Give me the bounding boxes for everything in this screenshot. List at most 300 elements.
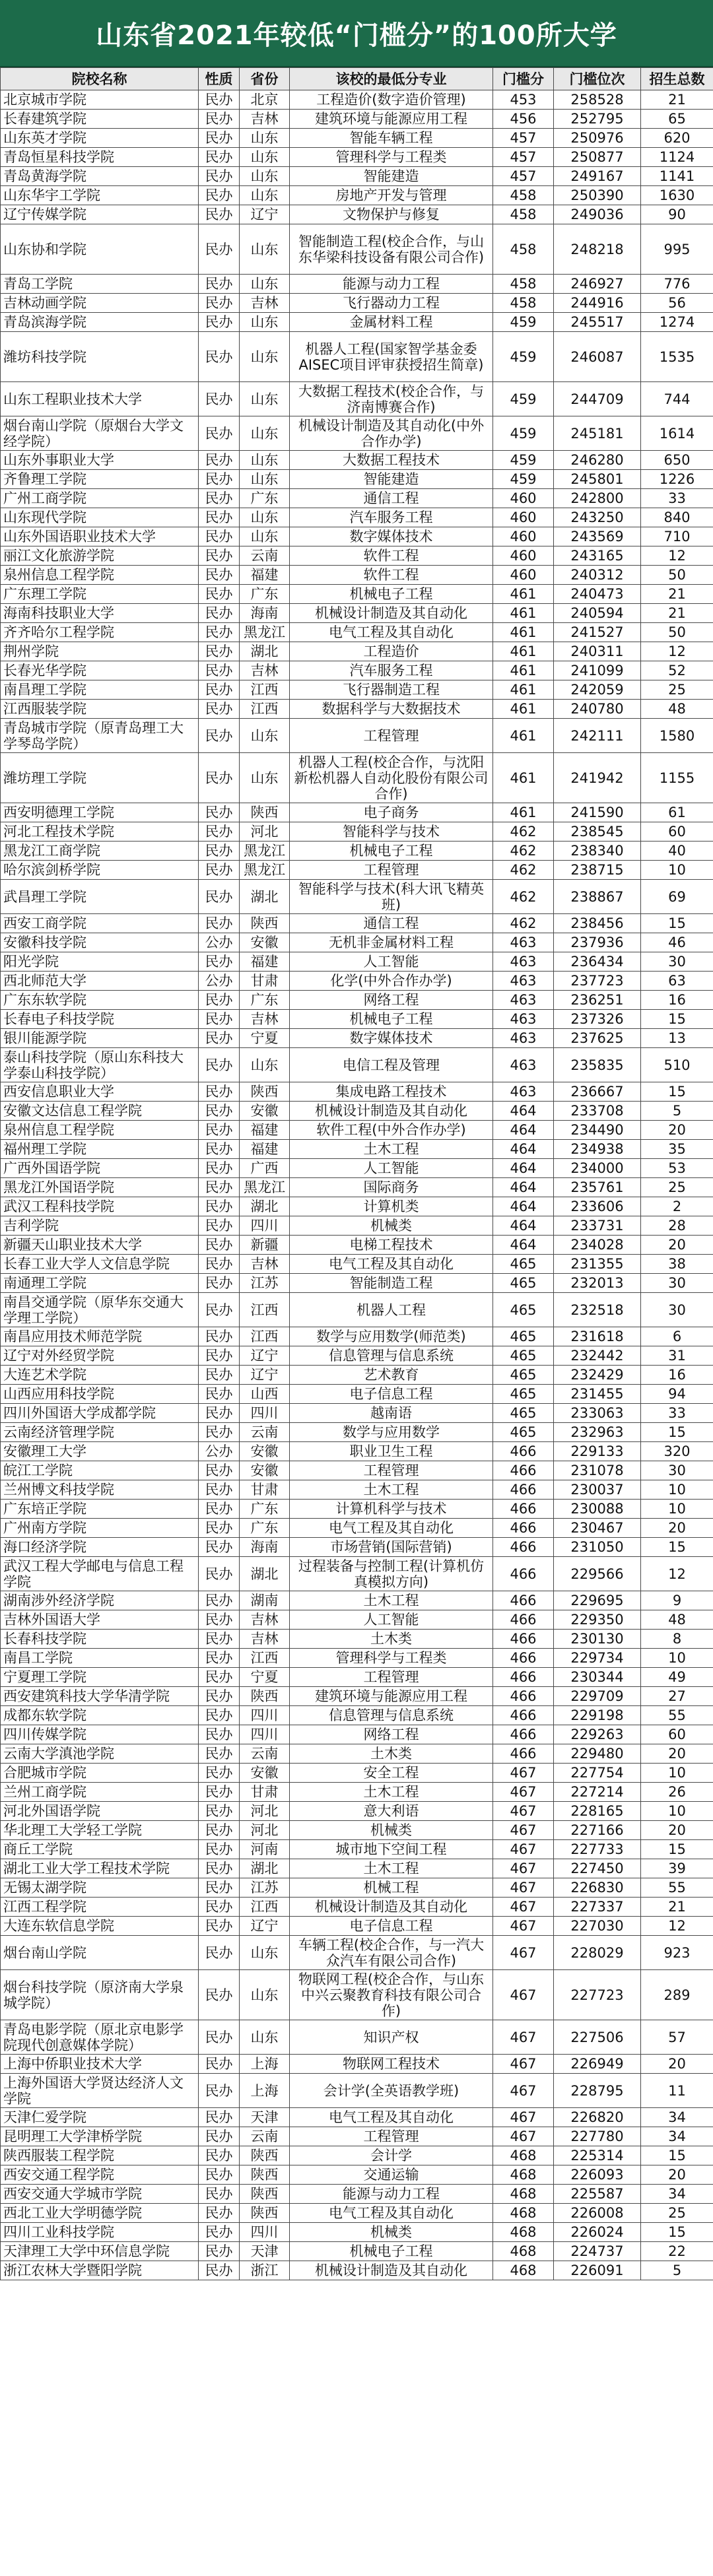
province: 山东 — [240, 332, 290, 382]
province: 湖北 — [240, 880, 290, 914]
school-type: 民办 — [199, 623, 240, 642]
enrollment-total: 25 — [641, 1178, 713, 1197]
table-row — [1, 508, 713, 527]
school-name: 兰州博文科技学院 — [1, 1480, 199, 1500]
threshold-rank: 227337 — [554, 1898, 641, 1917]
threshold-score: 466 — [493, 1725, 554, 1744]
school-type: 民办 — [199, 1385, 240, 1404]
school-type: 民办 — [199, 1630, 240, 1649]
enrollment-total: 15 — [641, 1538, 713, 1557]
table-body — [1, 90, 713, 2280]
school-type: 民办 — [199, 1725, 240, 1744]
province: 山东 — [240, 1970, 290, 2020]
province: 河北 — [240, 1802, 290, 1821]
threshold-rank: 243569 — [554, 527, 641, 546]
lowest-major: 工程管理 — [290, 1461, 493, 1480]
threshold-score: 458 — [493, 275, 554, 294]
threshold-score: 467 — [493, 1764, 554, 1783]
threshold-rank: 231455 — [554, 1385, 641, 1404]
threshold-score: 468 — [493, 2223, 554, 2242]
school-name: 潍坊科技学院 — [1, 332, 199, 382]
table-row — [1, 1197, 713, 1216]
province: 四川 — [240, 1725, 290, 1744]
threshold-rank: 229350 — [554, 1610, 641, 1630]
table-row — [1, 2185, 713, 2204]
threshold-rank: 250976 — [554, 129, 641, 148]
table-row — [1, 451, 713, 470]
lowest-major: 汽车服务工程 — [290, 661, 493, 680]
threshold-rank: 225314 — [554, 2146, 641, 2165]
lowest-major: 会计学 — [290, 2146, 493, 2165]
lowest-major: 工程造价 — [290, 642, 493, 661]
school-name: 四川外国语大学成都学院 — [1, 1404, 199, 1423]
table-row — [1, 1649, 713, 1668]
enrollment-total: 1141 — [641, 167, 713, 186]
table-row — [1, 1010, 713, 1029]
threshold-score: 459 — [493, 382, 554, 416]
lowest-major: 信息管理与信息系统 — [290, 1346, 493, 1366]
threshold-score: 466 — [493, 1610, 554, 1630]
table-row — [1, 1423, 713, 1442]
table-row — [1, 914, 713, 933]
school-name: 青岛城市学院（原青岛理工大学琴岛学院） — [1, 719, 199, 753]
threshold-score: 465 — [493, 1423, 554, 1442]
province: 河南 — [240, 1840, 290, 1859]
table-row — [1, 861, 713, 880]
table-row — [1, 2020, 713, 2055]
threshold-rank: 243165 — [554, 546, 641, 566]
lowest-major: 数学与应用数学(师范类) — [290, 1327, 493, 1346]
school-type: 民办 — [199, 1102, 240, 1121]
school-name: 广东理工学院 — [1, 585, 199, 604]
threshold-score: 463 — [493, 1029, 554, 1048]
enrollment-total: 65 — [641, 110, 713, 129]
table-row — [1, 1255, 713, 1274]
school-name: 江西工程学院 — [1, 1898, 199, 1917]
lowest-major: 数字媒体技术 — [290, 527, 493, 546]
threshold-score: 467 — [493, 1878, 554, 1898]
table-row — [1, 753, 713, 803]
province: 山东 — [240, 470, 290, 489]
threshold-score: 459 — [493, 313, 554, 332]
school-type: 民办 — [199, 205, 240, 224]
enrollment-total: 10 — [641, 1480, 713, 1500]
table-row — [1, 2261, 713, 2280]
table-row — [1, 623, 713, 642]
school-name: 安徽理工大学 — [1, 1442, 199, 1461]
threshold-score: 464 — [493, 1102, 554, 1121]
province: 河北 — [240, 822, 290, 842]
enrollment-total: 20 — [641, 1121, 713, 1140]
threshold-score: 461 — [493, 680, 554, 700]
enrollment-total: 15 — [641, 1423, 713, 1442]
school-name: 山东现代学院 — [1, 508, 199, 527]
school-type: 民办 — [199, 2055, 240, 2074]
school-name: 山东外国语职业技术大学 — [1, 527, 199, 546]
province: 安徽 — [240, 1764, 290, 1783]
province: 北京 — [240, 90, 290, 110]
table-row — [1, 1936, 713, 1970]
lowest-major: 工程管理 — [290, 861, 493, 880]
school-type: 民办 — [199, 1840, 240, 1859]
school-type: 民办 — [199, 508, 240, 527]
school-type: 民办 — [199, 1970, 240, 2020]
threshold-score: 467 — [493, 1898, 554, 1917]
table-row — [1, 2204, 713, 2223]
threshold-rank: 240780 — [554, 700, 641, 719]
threshold-rank: 235761 — [554, 1178, 641, 1197]
threshold-rank: 238715 — [554, 861, 641, 880]
school-name: 吉林动画学院 — [1, 294, 199, 313]
table-row — [1, 991, 713, 1010]
table-row — [1, 110, 713, 129]
table-row — [1, 1878, 713, 1898]
threshold-rank: 245517 — [554, 313, 641, 332]
table-row — [1, 1821, 713, 1840]
table-row — [1, 2165, 713, 2185]
table-row — [1, 2242, 713, 2261]
province: 云南 — [240, 1423, 290, 1442]
threshold-rank: 230088 — [554, 1500, 641, 1519]
school-type: 民办 — [199, 2165, 240, 2185]
threshold-rank: 226093 — [554, 2165, 641, 2185]
school-type: 民办 — [199, 489, 240, 508]
table-row — [1, 1385, 713, 1404]
school-type: 民办 — [199, 1936, 240, 1970]
lowest-major: 大数据工程技术(校企合作，与济南博赛合作) — [290, 382, 493, 416]
threshold-rank: 232013 — [554, 1274, 641, 1293]
school-name: 商丘工学院 — [1, 1840, 199, 1859]
threshold-rank: 234028 — [554, 1236, 641, 1255]
threshold-score: 457 — [493, 167, 554, 186]
threshold-score: 467 — [493, 1840, 554, 1859]
school-name: 河北工程技术学院 — [1, 822, 199, 842]
province: 云南 — [240, 2127, 290, 2146]
school-name: 辽宁对外经贸学院 — [1, 1346, 199, 1366]
province: 山东 — [240, 2020, 290, 2055]
province: 江西 — [240, 680, 290, 700]
province: 黑龙江 — [240, 1178, 290, 1197]
province: 甘肃 — [240, 1783, 290, 1802]
threshold-rank: 249036 — [554, 205, 641, 224]
province: 四川 — [240, 1216, 290, 1236]
school-type: 民办 — [199, 2020, 240, 2055]
threshold-score: 467 — [493, 1783, 554, 1802]
school-name: 海南科技职业大学 — [1, 604, 199, 623]
school-name: 西安交通大学城市学院 — [1, 2185, 199, 2204]
province: 吉林 — [240, 1610, 290, 1630]
school-name: 青岛工学院 — [1, 275, 199, 294]
threshold-score: 466 — [493, 1500, 554, 1519]
threshold-score: 461 — [493, 661, 554, 680]
table-row — [1, 604, 713, 623]
school-type: 民办 — [199, 527, 240, 546]
school-name: 湖北工业大学工程技术学院 — [1, 1859, 199, 1878]
table-row — [1, 1519, 713, 1538]
school-type: 民办 — [199, 1821, 240, 1840]
threshold-score: 463 — [493, 933, 554, 952]
column-header-enrollment: 招生总数 — [641, 68, 713, 90]
threshold-score: 465 — [493, 1385, 554, 1404]
school-name: 泰山科技学院（原山东科技大学泰山科技学院） — [1, 1048, 199, 1082]
enrollment-total: 320 — [641, 1442, 713, 1461]
enrollment-total: 31 — [641, 1346, 713, 1366]
table-row — [1, 585, 713, 604]
enrollment-total: 48 — [641, 1610, 713, 1630]
threshold-rank: 227506 — [554, 2020, 641, 2055]
school-name: 辽宁传媒学院 — [1, 205, 199, 224]
school-type: 民办 — [199, 1293, 240, 1327]
lowest-major: 数学与应用数学 — [290, 1423, 493, 1442]
school-name: 西北工业大学明德学院 — [1, 2204, 199, 2223]
province: 福建 — [240, 566, 290, 585]
school-name: 青岛恒星科技学院 — [1, 148, 199, 167]
table-row — [1, 1706, 713, 1725]
threshold-score: 464 — [493, 1197, 554, 1216]
enrollment-total: 1124 — [641, 148, 713, 167]
table-row — [1, 527, 713, 546]
table-row — [1, 1557, 713, 1591]
enrollment-total: 15 — [641, 1010, 713, 1029]
enrollment-total: 1226 — [641, 470, 713, 489]
threshold-rank: 238867 — [554, 880, 641, 914]
province: 辽宁 — [240, 1346, 290, 1366]
school-name: 烟台南山学院 — [1, 1936, 199, 1970]
school-type: 民办 — [199, 148, 240, 167]
school-type: 民办 — [199, 842, 240, 861]
enrollment-total: 34 — [641, 2108, 713, 2127]
threshold-rank: 227754 — [554, 1764, 641, 1783]
school-name: 南昌应用技术师范学院 — [1, 1327, 199, 1346]
table-row — [1, 2074, 713, 2108]
school-name: 长春科技学院 — [1, 1630, 199, 1649]
threshold-score: 464 — [493, 1159, 554, 1178]
school-name: 新疆天山职业技术大学 — [1, 1236, 199, 1255]
school-type: 民办 — [199, 1859, 240, 1878]
threshold-rank: 224737 — [554, 2242, 641, 2261]
threshold-rank: 229263 — [554, 1725, 641, 1744]
enrollment-total: 12 — [641, 642, 713, 661]
enrollment-total: 26 — [641, 1783, 713, 1802]
school-type: 民办 — [199, 1048, 240, 1082]
threshold-score: 458 — [493, 205, 554, 224]
school-name: 吉林外国语大学 — [1, 1610, 199, 1630]
province: 安徽 — [240, 1461, 290, 1480]
table-row — [1, 275, 713, 294]
province: 吉林 — [240, 110, 290, 129]
threshold-rank: 235835 — [554, 1048, 641, 1082]
lowest-major: 金属材料工程 — [290, 313, 493, 332]
school-name: 西安信息职业大学 — [1, 1082, 199, 1102]
school-name: 合肥城市学院 — [1, 1764, 199, 1783]
threshold-rank: 242800 — [554, 489, 641, 508]
table-row — [1, 1898, 713, 1917]
enrollment-total: 46 — [641, 933, 713, 952]
school-type: 民办 — [199, 546, 240, 566]
table-row — [1, 1725, 713, 1744]
page-title: 山东省2021年较低“门槛分”的100所大学 — [0, 0, 713, 67]
school-name: 南通理工学院 — [1, 1274, 199, 1293]
threshold-rank: 227214 — [554, 1783, 641, 1802]
enrollment-total: 13 — [641, 1029, 713, 1048]
lowest-major: 机械设计制造及其自动化 — [290, 604, 493, 623]
column-header-province: 省份 — [240, 68, 290, 90]
lowest-major: 智能制造工程(校企合作，与山东华梁科技设备有限公司合作) — [290, 224, 493, 275]
threshold-score: 467 — [493, 1821, 554, 1840]
threshold-score: 463 — [493, 1010, 554, 1029]
province: 陕西 — [240, 2185, 290, 2204]
enrollment-total: 60 — [641, 1725, 713, 1744]
school-name: 西安建筑科技大学华清学院 — [1, 1687, 199, 1706]
table-row — [1, 1178, 713, 1197]
enrollment-total: 20 — [641, 1744, 713, 1764]
province: 海南 — [240, 604, 290, 623]
school-type: 民办 — [199, 803, 240, 822]
enrollment-total: 30 — [641, 1274, 713, 1293]
table-row — [1, 1082, 713, 1102]
table-row — [1, 1461, 713, 1480]
school-name: 山东外事职业大学 — [1, 451, 199, 470]
school-name: 山东英才学院 — [1, 129, 199, 148]
lowest-major: 电子信息工程 — [290, 1385, 493, 1404]
province: 广东 — [240, 991, 290, 1010]
table-row — [1, 167, 713, 186]
school-type: 民办 — [199, 1404, 240, 1423]
province: 天津 — [240, 2108, 290, 2127]
threshold-rank: 231050 — [554, 1538, 641, 1557]
lowest-major: 电气工程及其自动化 — [290, 2204, 493, 2223]
school-name: 山东工程职业技术大学 — [1, 382, 199, 416]
province: 宁夏 — [240, 1668, 290, 1687]
threshold-rank: 226008 — [554, 2204, 641, 2223]
table-row — [1, 1970, 713, 2020]
table-row — [1, 546, 713, 566]
threshold-score: 465 — [493, 1274, 554, 1293]
enrollment-total: 53 — [641, 1159, 713, 1178]
lowest-major: 软件工程 — [290, 566, 493, 585]
school-name: 江西服装学院 — [1, 700, 199, 719]
lowest-major: 飞行器制造工程 — [290, 680, 493, 700]
threshold-rank: 226820 — [554, 2108, 641, 2127]
school-name: 安徽文达信息工程学院 — [1, 1102, 199, 1121]
column-header-rank: 门槛位次 — [554, 68, 641, 90]
school-type: 民办 — [199, 2146, 240, 2165]
enrollment-total: 6 — [641, 1327, 713, 1346]
province: 湖北 — [240, 1197, 290, 1216]
threshold-score: 465 — [493, 1293, 554, 1327]
school-type: 民办 — [199, 275, 240, 294]
enrollment-total: 21 — [641, 90, 713, 110]
threshold-score: 453 — [493, 90, 554, 110]
province: 甘肃 — [240, 1480, 290, 1500]
enrollment-total: 25 — [641, 2204, 713, 2223]
province: 江苏 — [240, 1878, 290, 1898]
enrollment-total: 28 — [641, 1216, 713, 1236]
table-row — [1, 1783, 713, 1802]
threshold-score: 463 — [493, 991, 554, 1010]
threshold-score: 466 — [493, 1591, 554, 1610]
table-row — [1, 700, 713, 719]
enrollment-total: 55 — [641, 1878, 713, 1898]
lowest-major: 电子商务 — [290, 803, 493, 822]
threshold-rank: 232429 — [554, 1366, 641, 1385]
lowest-major: 土木类 — [290, 1630, 493, 1649]
school-type: 民办 — [199, 1010, 240, 1029]
school-type: 民办 — [199, 1519, 240, 1538]
threshold-rank: 227166 — [554, 1821, 641, 1840]
table-row — [1, 382, 713, 416]
lowest-major: 机械类 — [290, 2223, 493, 2242]
enrollment-total: 21 — [641, 604, 713, 623]
school-type: 民办 — [199, 167, 240, 186]
school-name: 兰州工商学院 — [1, 1783, 199, 1802]
threshold-score: 468 — [493, 2204, 554, 2223]
school-name: 北京城市学院 — [1, 90, 199, 110]
school-name: 齐齐哈尔工程学院 — [1, 623, 199, 642]
lowest-major: 电气工程及其自动化 — [290, 623, 493, 642]
enrollment-total: 5 — [641, 2261, 713, 2280]
threshold-rank: 241527 — [554, 623, 641, 642]
school-name: 武汉工程大学邮电与信息工程学院 — [1, 1557, 199, 1591]
province: 广东 — [240, 1500, 290, 1519]
table-row — [1, 205, 713, 224]
table-row — [1, 1764, 713, 1783]
enrollment-total: 20 — [641, 1519, 713, 1538]
lowest-major: 机械设计制造及其自动化 — [290, 1898, 493, 1917]
school-type: 民办 — [199, 2074, 240, 2108]
province: 陕西 — [240, 1082, 290, 1102]
threshold-score: 459 — [493, 332, 554, 382]
enrollment-total: 15 — [641, 1840, 713, 1859]
enrollment-total: 33 — [641, 489, 713, 508]
threshold-score: 467 — [493, 2108, 554, 2127]
threshold-score: 460 — [493, 566, 554, 585]
enrollment-total: 12 — [641, 546, 713, 566]
enrollment-total: 840 — [641, 508, 713, 527]
threshold-rank: 228165 — [554, 1802, 641, 1821]
lowest-major: 知识产权 — [290, 2020, 493, 2055]
threshold-score: 464 — [493, 1121, 554, 1140]
province: 湖北 — [240, 642, 290, 661]
table-row — [1, 2127, 713, 2146]
threshold-rank: 243250 — [554, 508, 641, 527]
school-type: 民办 — [199, 604, 240, 623]
province: 湖北 — [240, 1557, 290, 1591]
school-name: 无锡太湖学院 — [1, 1878, 199, 1898]
table-row — [1, 1293, 713, 1327]
enrollment-total: 15 — [641, 2146, 713, 2165]
lowest-major: 智能科学与技术(科大讯飞精英班) — [290, 880, 493, 914]
threshold-score: 462 — [493, 914, 554, 933]
threshold-rank: 237625 — [554, 1029, 641, 1048]
lowest-major: 机械电子工程 — [290, 1010, 493, 1029]
province: 广东 — [240, 1519, 290, 1538]
threshold-rank: 234490 — [554, 1121, 641, 1140]
school-name: 西北师范大学 — [1, 972, 199, 991]
threshold-rank: 228795 — [554, 2074, 641, 2108]
table-row — [1, 1840, 713, 1859]
school-name: 长春工业大学人文信息学院 — [1, 1255, 199, 1274]
threshold-rank: 230037 — [554, 1480, 641, 1500]
threshold-score: 461 — [493, 753, 554, 803]
lowest-major: 机械设计制造及其自动化 — [290, 2261, 493, 2280]
province: 吉林 — [240, 1010, 290, 1029]
table-row — [1, 1236, 713, 1255]
lowest-major: 会计学(全英语教学班) — [290, 2074, 493, 2108]
enrollment-total: 27 — [641, 1687, 713, 1706]
school-name: 皖江工学院 — [1, 1461, 199, 1480]
province: 宁夏 — [240, 1029, 290, 1048]
